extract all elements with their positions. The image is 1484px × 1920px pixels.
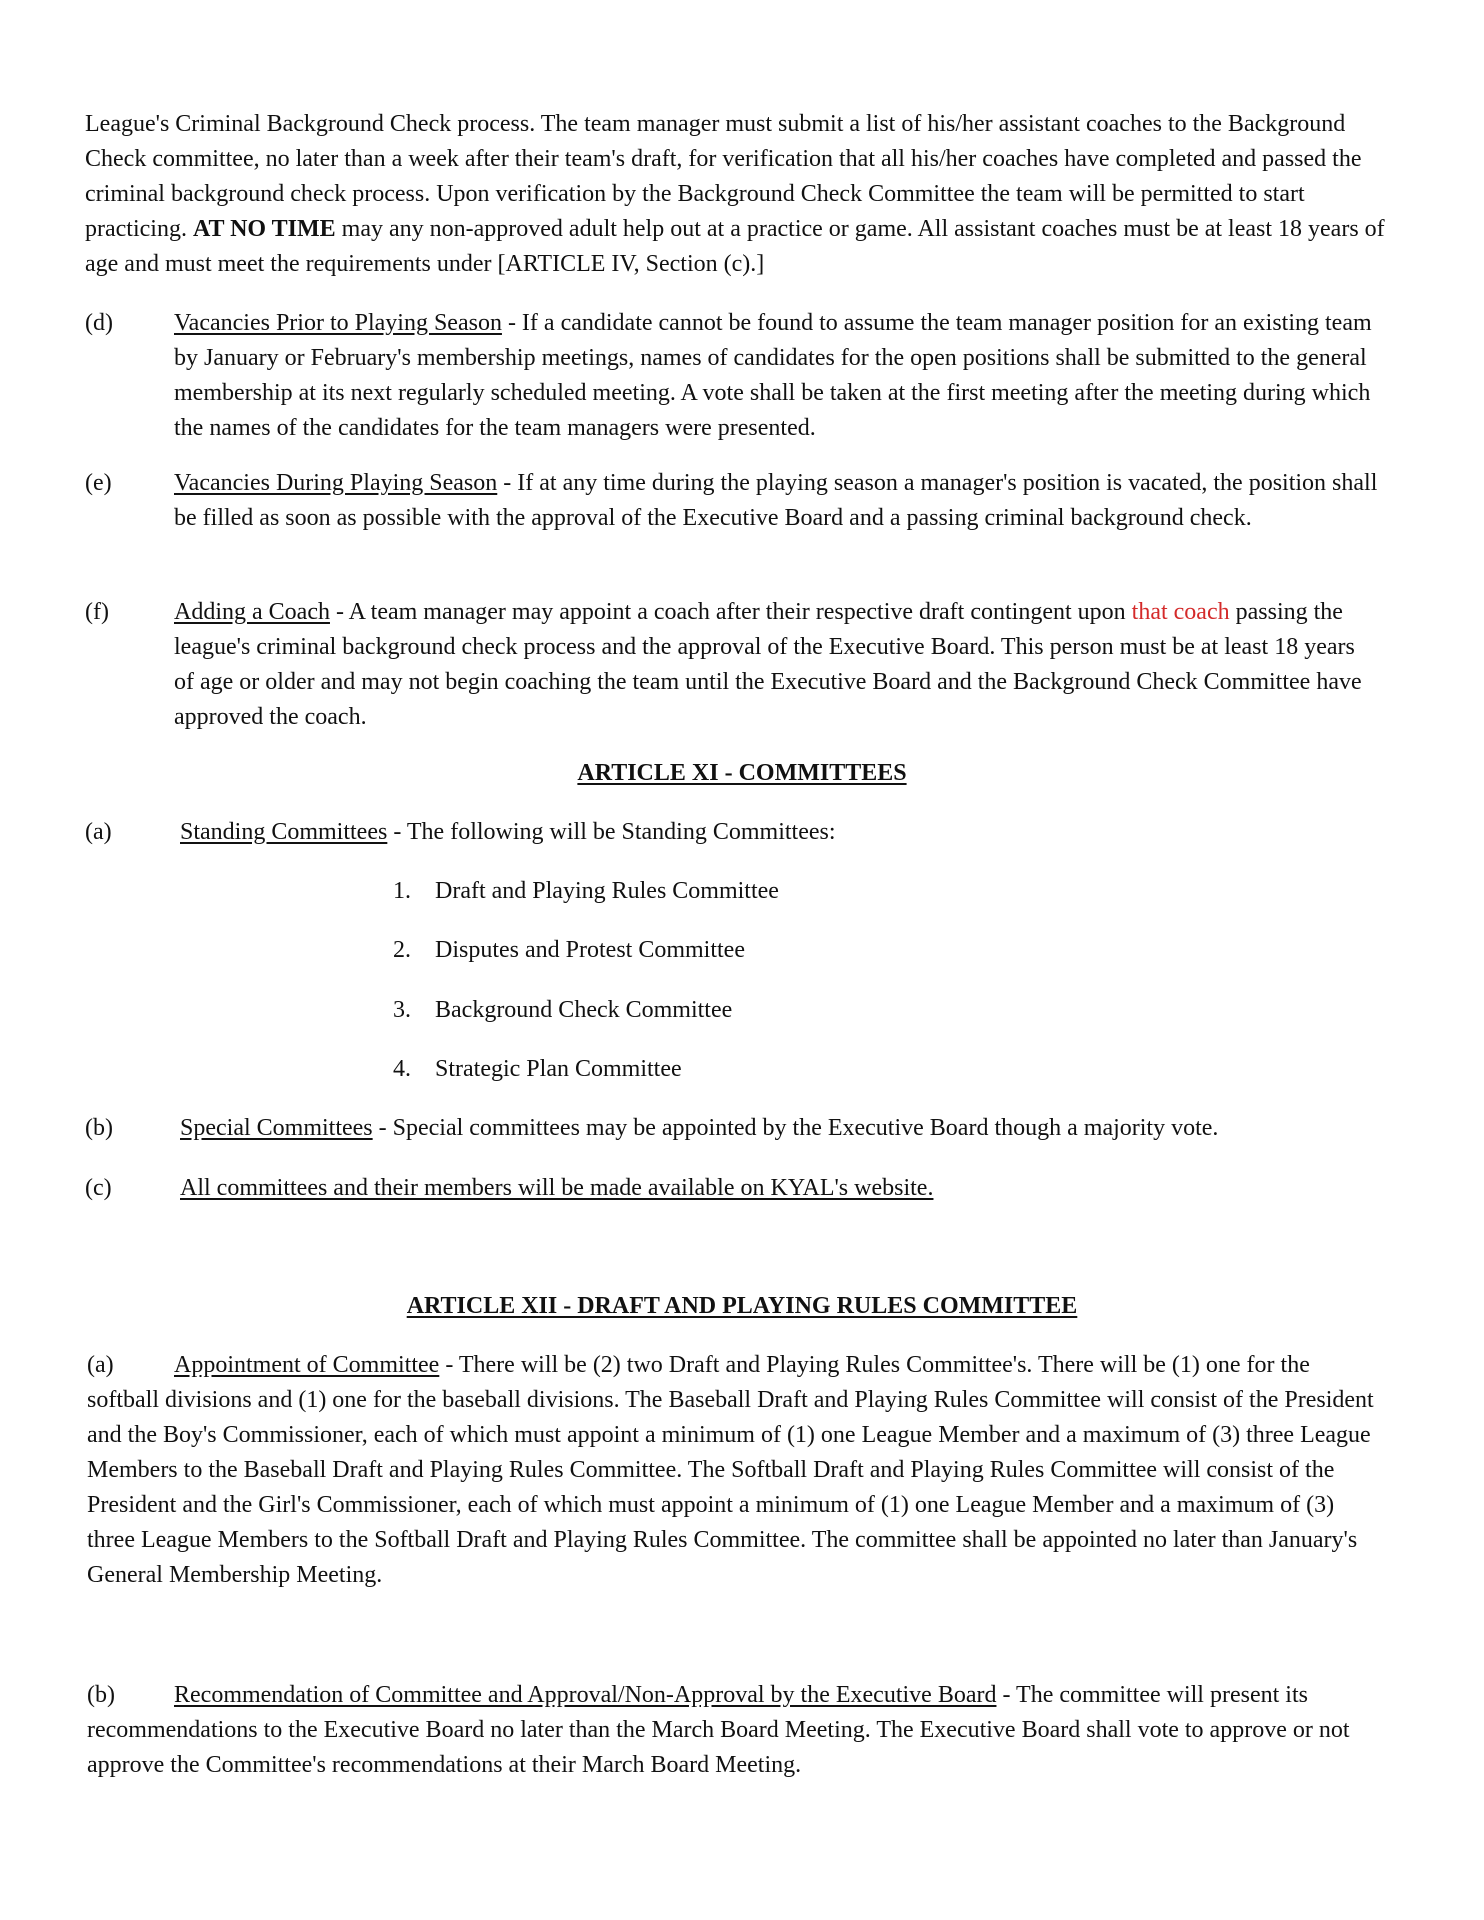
- list-text: Draft and Playing Rules Committee: [435, 878, 779, 904]
- article-xii-heading: ARTICLE XII - DRAFT AND PLAYING RULES COMMITTEE: [406, 1293, 1078, 1319]
- article-xi-c-label: (c): [85, 1175, 112, 1201]
- article-xii-b-title: Recommendation of Committee and Approval/Non-Approval by the Executive Board: [174, 1682, 997, 1708]
- list-text: Background Check Committee: [435, 997, 733, 1023]
- article-xi-a-text: - The following will be Standing Committees:: [387, 819, 836, 845]
- article-xii-b-text: - The committee will present its recommendations to the Executive Board no later than the March Board Meeting. The Executive Board shall vote to approve or not approve the Committee's recommendations at their March Board Meeting.: [87, 1682, 1350, 1778]
- article-xi-b-label: (b): [85, 1115, 113, 1141]
- committee-list-item: [393, 1052, 682, 1087]
- committee-list-item: [393, 933, 745, 968]
- section-d-label: (d): [85, 310, 113, 336]
- article-xii-a-text: - There will be (2) two Draft and Playing Rules Committee's. There will be (1) one for the softball divisions and (1) one for the baseball divisions. The Baseball Draft and Playing Rules Committee will consist of the President and the Boy's Commissioner, each of which must appoint a minimum of (1) one League Member and a maximum of (3) three League Members to the Baseball Draft and Playing Rules Committee. The Softball Draft and Playing Rules Committee will consist of the President and the Girl's Commissioner, each of which must appoint a minimum of (1) one League Member and a maximum of (3) three League Members to the Softball Draft and Playing Rules Committee. The committee shall be appointed no later than January's General Membership Meeting.: [87, 1352, 1374, 1588]
- article-xii-b-paragraph: [87, 1678, 1387, 1783]
- article-xi-b-text: - Special committees may be appointed by the Executive Board though a majority vote.: [372, 1115, 1219, 1141]
- article-xi-a-title: Standing Committees: [180, 819, 388, 845]
- article-xii-b-label: (b): [87, 1682, 115, 1708]
- article-xi-a-paragraph: [180, 815, 1380, 850]
- section-e-text: - If at any time during the playing season a manager's position is vacated, the position shall be filled as soon as possible with the approval of the Executive Board and a passing criminal background check.: [174, 470, 1378, 531]
- section-d-text: - If a candidate cannot be found to assume the team manager position for an existing team by January or February's membership meetings, names of candidates for the open positions shall be submitted to the general membership at its next regularly scheduled meeting. A vote shall be taken at the first meeting after the meeting during which the names of the candidates for the team managers were presented.: [174, 310, 1372, 441]
- section-f-paragraph: [174, 595, 1364, 735]
- article-xii-a-paragraph: [87, 1348, 1387, 1593]
- list-number: 4.: [393, 1056, 411, 1082]
- article-xi-a-label: (a): [85, 819, 112, 845]
- section-f-title: Adding a Coach: [174, 599, 330, 625]
- article-xi-b-paragraph: [180, 1111, 1380, 1146]
- article-xii-a-label: (a): [87, 1352, 114, 1378]
- section-e-label: (e): [85, 470, 112, 496]
- list-number: 2.: [393, 937, 411, 963]
- intro-paragraph: [85, 107, 1400, 282]
- section-d-paragraph: [174, 306, 1384, 446]
- section-f-text-a: - A team manager may appoint a coach after their respective draft contingent upon: [329, 599, 1132, 625]
- article-xi-heading: ARTICLE XI - COMMITTEES: [577, 760, 907, 786]
- section-f-text-b: passing the league's criminal background check process and the approval of the Executive Board. This person must be at least 18 years of age or older and may not begin coaching the team until the Executive Board and the Background Check Committee have approved the coach.: [174, 599, 1362, 730]
- list-text: Strategic Plan Committee: [435, 1056, 682, 1082]
- intro-bold-text: AT NO TIME: [192, 216, 336, 242]
- intro-text-a: League's Criminal Background Check process. The team manager must submit a list of his/her assistant coaches to the Background Check committee, no later than a week after their team's draft, for verification that all his/her coaches have completed and passed the criminal background check process. Upon verification by the Background Check Committee the team will be permitted to start practicing.: [85, 111, 1362, 242]
- intro-text-b: may any non-approved adult help out at a practice or game. All assistant coaches must be at least 18 years of age and must meet the requirements under [ARTICLE IV, Section (c).]: [85, 216, 1385, 277]
- list-number: 1.: [393, 878, 411, 904]
- committee-list-item: [393, 993, 732, 1028]
- list-number: 3.: [393, 997, 411, 1023]
- list-text: Disputes and Protest Committee: [435, 937, 745, 963]
- committee-list-item: [393, 874, 779, 909]
- article-xi-c-title: All committees and their members will be made available on KYAL's website.: [180, 1175, 934, 1201]
- section-d-title: Vacancies Prior to Playing Season: [174, 310, 502, 336]
- section-e-title: Vacancies During Playing Season: [174, 470, 498, 496]
- section-f-highlight: that coach: [1131, 599, 1230, 625]
- article-xii-a-title: Appointment of Committee: [174, 1352, 440, 1378]
- section-e-paragraph: [174, 466, 1384, 536]
- article-xi-b-title: Special Committees: [180, 1115, 373, 1141]
- article-xi-c-paragraph: [180, 1171, 1380, 1206]
- section-f-label: (f): [85, 599, 109, 625]
